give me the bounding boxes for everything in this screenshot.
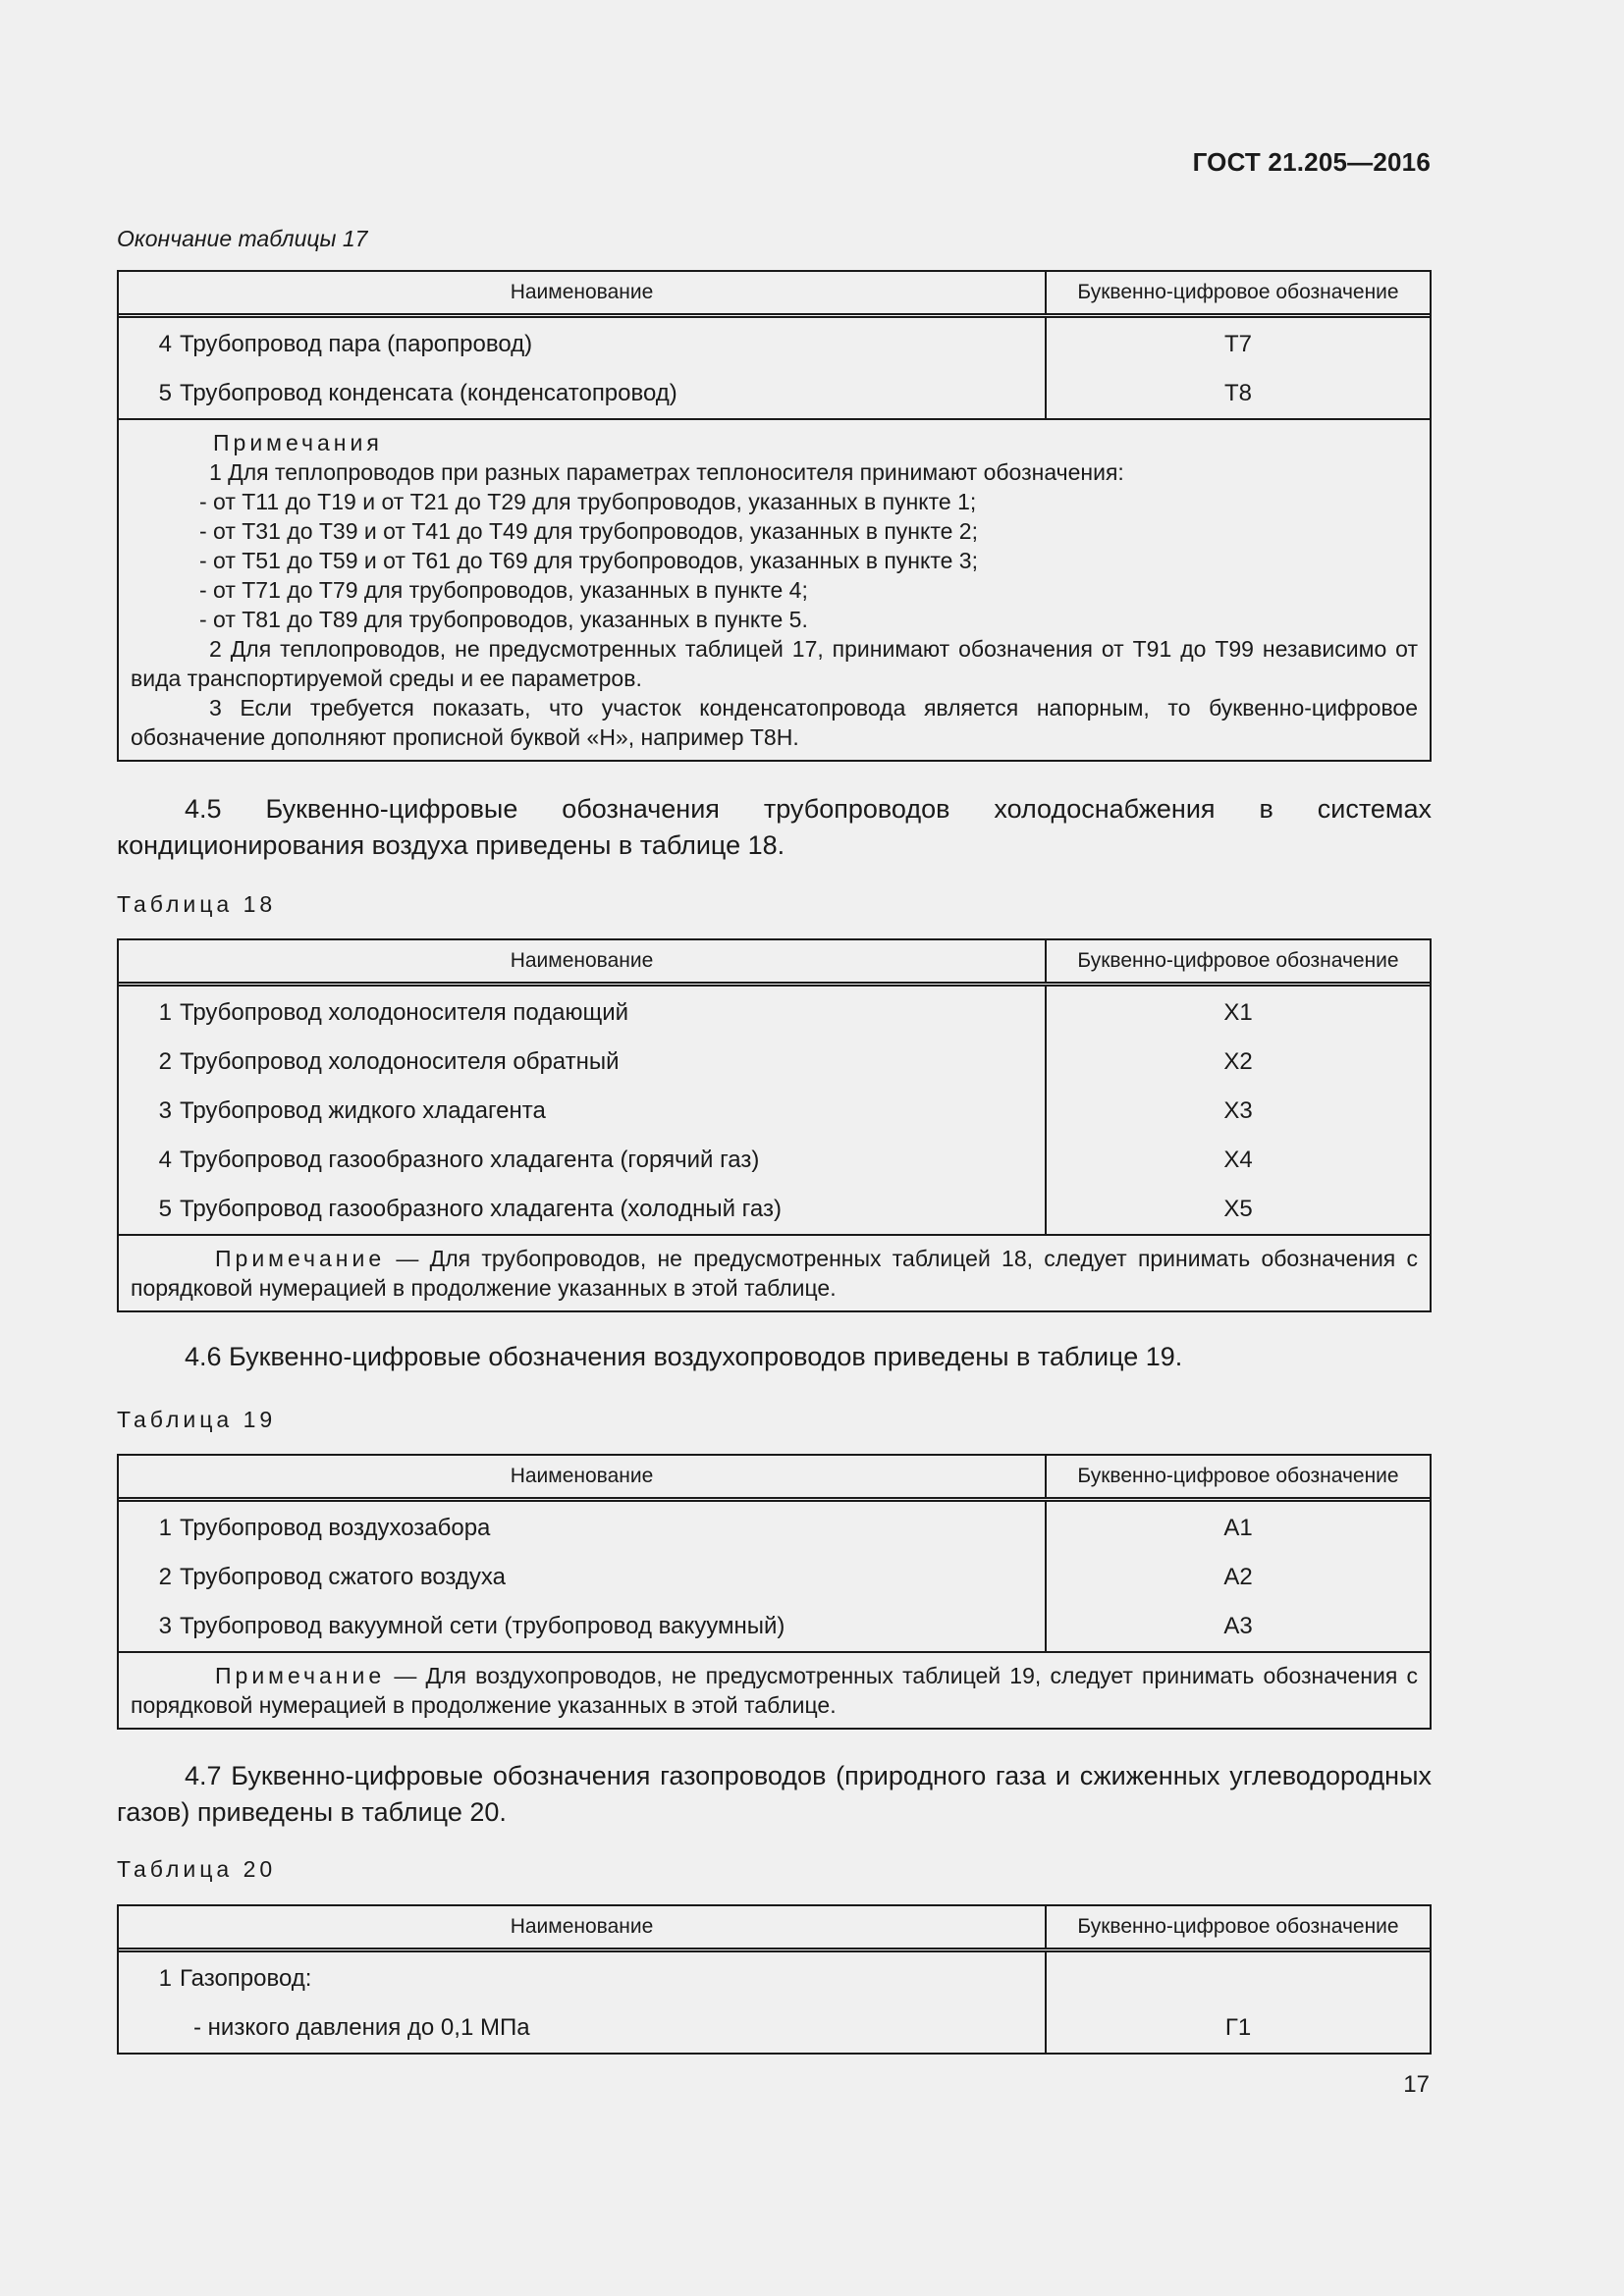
table-row (119, 2003, 1045, 2053)
row-code: Т8 (1223, 380, 1252, 406)
row-number: 2 (158, 1048, 172, 1075)
header-name: Наименование (119, 940, 1047, 982)
table19-note (119, 1651, 1430, 1728)
table-header (119, 1906, 1430, 1952)
row-code: А2 (1223, 1564, 1253, 1590)
table-row (119, 988, 1045, 1038)
row-name: Трубопровод вакуумной сети (трубопровод вакуумный) (180, 1613, 785, 1639)
note-line: - от Т81 до Т89 для трубопроводов, указанных в пункте 5. (199, 607, 808, 632)
row-name: Трубопровод газообразного хладагента (горячий газ) (180, 1147, 760, 1173)
table-row (119, 1504, 1045, 1553)
table18-note (119, 1234, 1430, 1310)
paragraph-4-5: 4.5 Буквенно-цифровые обозначения трубопроводов холодоснабжения в системах кондиционирования воздуха приведены в таблице 18. (117, 794, 1432, 860)
row-number: 4 (158, 331, 172, 357)
row-name: Трубопровод газообразного хладагента (холодный газ) (180, 1196, 782, 1222)
name-column (119, 1502, 1047, 1651)
header-name: Наименование (119, 1456, 1047, 1497)
row-code: А1 (1223, 1515, 1253, 1541)
row-code: А3 (1223, 1613, 1253, 1639)
row-name: Трубопровод пара (паропровод) (180, 331, 533, 357)
row-name: Трубопровод сжатого воздуха (180, 1564, 506, 1590)
table20 (117, 1904, 1432, 2055)
row-code: Х2 (1223, 1048, 1253, 1075)
header-code: Буквенно-цифровое обозначение (1077, 1465, 1399, 1487)
row-number: 3 (158, 1613, 172, 1639)
row-number: 4 (158, 1147, 172, 1173)
note-line: - от Т31 до Т39 и от Т41 до Т49 для трубопроводов, указанных в пункте 2; (199, 518, 978, 544)
table-row (119, 1185, 1045, 1234)
table19 (117, 1454, 1432, 1730)
row-name: Трубопровод жидкого хладагента (180, 1097, 546, 1124)
note-line: 2 Для теплопроводов, не предусмотренных таблицей 17, принимают обозначения от Т91 до Т99 независимо от вида транспортируемой среды и ее параметров. (131, 636, 1418, 691)
paragraph-4-7: 4.7 Буквенно-цифровые обозначения газопроводов (природного газа и сжиженных углеводородных газов) приведены в таблице 20. (117, 1761, 1432, 1827)
row-number: 1 (158, 999, 172, 1026)
row-code (1047, 1954, 1430, 2003)
row-name: Трубопровод конденсата (конденсатопровод) (180, 380, 677, 406)
table19-caption: Таблица 19 (117, 1407, 277, 1432)
row-number: 5 (158, 1196, 172, 1222)
header-code: Буквенно-цифровое обозначение (1077, 1915, 1399, 1938)
row-name: Трубопровод холодоносителя обратный (180, 1048, 620, 1075)
table17 (117, 270, 1432, 762)
table-row (119, 1602, 1045, 1651)
table17-notes (119, 418, 1430, 760)
row-code: Х5 (1223, 1196, 1253, 1222)
name-column (119, 987, 1047, 1234)
name-column (119, 318, 1047, 418)
row-code: Г1 (1224, 2014, 1252, 2041)
row-code: Х3 (1223, 1097, 1253, 1124)
row-name: Газопровод: (180, 1965, 312, 1992)
row-name: Трубопровод холодоносителя подающий (180, 999, 629, 1026)
header-name: Наименование (119, 1906, 1047, 1948)
table18 (117, 938, 1432, 1312)
note-line: - от Т51 до Т59 и от Т61 до Т69 для трубопроводов, указанных в пункте 3; (199, 548, 978, 573)
table-header (119, 1456, 1430, 1502)
paragraph-4-6: 4.6 Буквенно-цифровые обозначения воздухопроводов приведены в таблице 19. (185, 1342, 1183, 1371)
table20-caption: Таблица 20 (117, 1856, 277, 1882)
header-code: Буквенно-цифровое обозначение (1077, 281, 1399, 303)
code-column (1047, 1502, 1430, 1651)
note-text: — Для воздухопроводов, не предусмотренных таблицей 19, следует принимать обозначения с порядковой нумерацией в продолжение указанных в этой таблице. (131, 1663, 1418, 1718)
table-row (119, 369, 1045, 418)
row-number: 1 (158, 1515, 172, 1541)
note-line: - от Т71 до Т79 для трубопроводов, указанных в пункте 4; (199, 577, 808, 603)
row-code: Х4 (1223, 1147, 1253, 1173)
row-number: 3 (158, 1097, 172, 1124)
table-row (119, 1553, 1045, 1602)
header-code: Буквенно-цифровое обозначение (1077, 949, 1399, 972)
notes-title: Примечания (213, 430, 383, 455)
note-line: 1 Для теплопроводов при разных параметрах теплоносителя принимают обозначения: (209, 459, 1124, 485)
row-number: 2 (158, 1564, 172, 1590)
table17-caption: Окончание таблицы 17 (117, 226, 368, 251)
page-number: 17 (1403, 2071, 1430, 2098)
note-label: Примечание (215, 1246, 386, 1271)
row-code: Х1 (1223, 999, 1253, 1026)
code-column (1047, 318, 1430, 418)
table-row (119, 1087, 1045, 1136)
table-row (119, 1038, 1045, 1087)
table-header (119, 940, 1430, 987)
code-column (1047, 987, 1430, 1234)
code-column (1047, 1952, 1430, 2053)
table-row (119, 320, 1045, 369)
row-name: Трубопровод воздухозабора (180, 1515, 491, 1541)
table18-caption: Таблица 18 (117, 891, 277, 917)
note-line: 3 Если требуется показать, что участок конденсатопровода является напорным, то буквенно-цифровое обозначение дополняют прописной буквой «Н», например Т8Н. (131, 695, 1418, 750)
row-number: 1 (158, 1965, 172, 1992)
note-line: - от Т11 до Т19 и от Т21 до Т29 для трубопроводов, указанных в пункте 1; (199, 489, 977, 514)
row-name: - низкого давления до 0,1 МПа (193, 2014, 530, 2041)
table-header (119, 272, 1430, 318)
document-id: ГОСТ 21.205—2016 (1192, 147, 1431, 177)
note-text: — Для трубопроводов, не предусмотренных таблицей 18, следует принимать обозначения с порядковой нумерацией в продолжение указанных в этой таблице. (131, 1246, 1418, 1301)
table-row (119, 1954, 1045, 2003)
header-name: Наименование (119, 272, 1047, 313)
row-code: Т7 (1223, 331, 1252, 357)
table-row (119, 1136, 1045, 1185)
row-number: 5 (158, 380, 172, 406)
name-column (119, 1952, 1047, 2053)
note-label: Примечание (215, 1663, 386, 1688)
